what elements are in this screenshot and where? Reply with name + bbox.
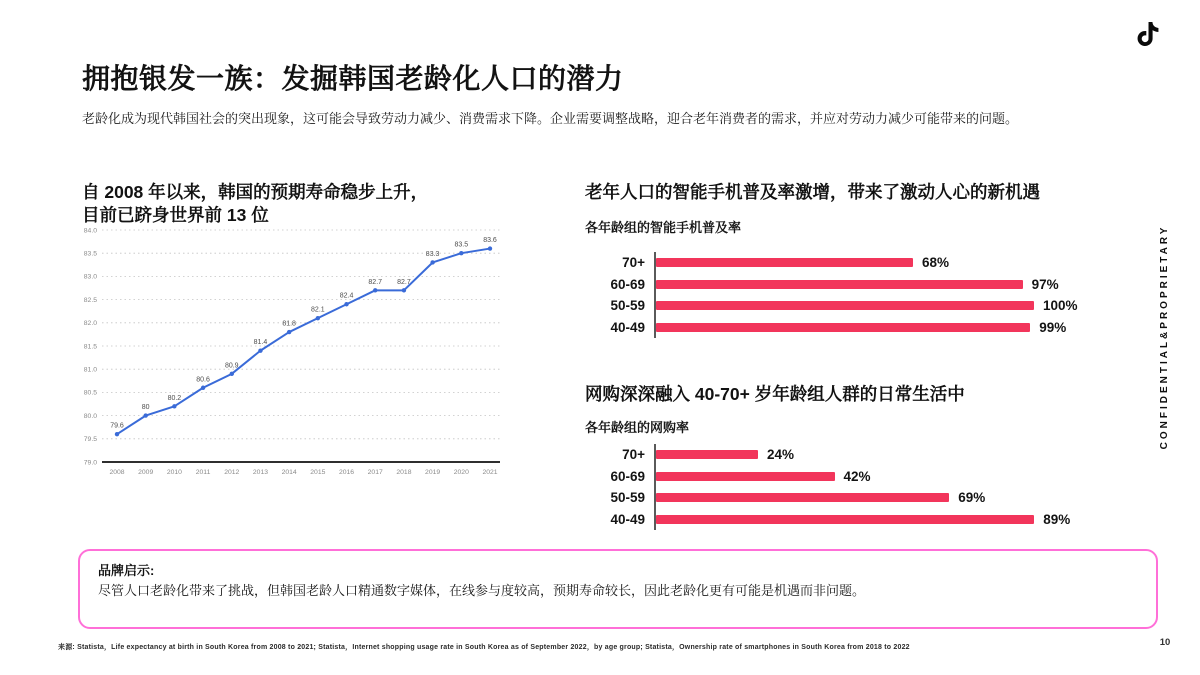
x-tick-label: 2021 (482, 469, 498, 476)
smartphone-penetration-bar-chart (585, 252, 1120, 338)
bar-category-label: 70+ (622, 255, 645, 271)
bar-track (654, 295, 1120, 317)
data-point-label: 82.1 (311, 306, 325, 314)
y-tick-label: 83.5 (83, 250, 97, 258)
x-tick-label: 2008 (109, 469, 125, 476)
bar-track (654, 252, 1120, 274)
y-tick-label: 79.0 (83, 459, 97, 467)
bar (656, 280, 1023, 289)
bar-track (654, 274, 1120, 296)
x-tick-label: 2010 (166, 469, 182, 476)
bar-category-label: 40-49 (610, 511, 645, 527)
bar-row (585, 252, 1120, 274)
tiktok-note-icon (1136, 20, 1160, 48)
bar (656, 472, 835, 481)
page-number: 10 (1159, 637, 1171, 648)
left-chart-title-line2: 目前已跻身世界前 13 位 (82, 204, 269, 225)
callout-body: 尽管人口老龄化带来了挑战，但韩国老龄人口精通数字媒体，在线参与度较高，预期寿命较长，因此老龄化更有可能是机遇而非问题。 (98, 583, 866, 598)
bar-row (585, 295, 1120, 317)
x-tick-label: 2018 (396, 469, 412, 476)
bar-value-label: 69% (958, 490, 986, 506)
data-point-label: 80.9 (224, 362, 239, 370)
data-point-label: 83.6 (483, 237, 497, 245)
data-point (230, 372, 234, 376)
footer-source: 来源: Statista，Life expectancy at birth in South Korea from 2008 to 2021; Statista，Internet shopping usage rate in South Korea as of September 2022，by age group; Statista，Ownership rate of smartphones in South Korea from 2018 to 2022 (58, 644, 910, 651)
bar-value-label: 99% (1039, 319, 1067, 335)
data-point (115, 432, 119, 436)
bar-track (654, 466, 1120, 488)
data-point-label: 80.2 (167, 394, 182, 402)
bar (656, 515, 1034, 524)
bar-row (585, 509, 1120, 531)
data-point-label: 82.7 (368, 278, 383, 286)
data-point (172, 404, 176, 408)
data-point-label: 80 (141, 404, 150, 412)
page-title: 拥抱银发一族：发掘韩国老龄化人口的潜力 (82, 62, 624, 94)
data-point (402, 288, 406, 292)
bar-value-label: 42% (843, 468, 871, 484)
data-point-label: 81.8 (282, 320, 296, 328)
bar-category-label: 40-49 (610, 319, 645, 335)
y-tick-label: 80.0 (83, 412, 97, 420)
bar-track (654, 509, 1120, 531)
x-tick-label: 2009 (138, 469, 154, 476)
bar-row (585, 274, 1120, 296)
page-subtitle: 老龄化成为现代韩国社会的突出现象，这可能会导致劳动力减少、消费需求下降。企业需要调整战略，迎合老年消费者的需求，并应对劳动力减少可能带来的问题。 (82, 111, 1019, 126)
x-tick-label: 2013 (252, 469, 269, 476)
x-tick-label: 2020 (453, 469, 469, 476)
bar (656, 323, 1030, 332)
data-point-label: 82.7 (397, 278, 411, 286)
bar-category-label: 50-59 (610, 298, 645, 314)
bar-category-label: 50-59 (610, 490, 645, 506)
x-tick-label: 2019 (425, 469, 441, 476)
x-tick-label: 2015 (310, 469, 326, 476)
left-chart-title-line1: 自 2008 年以来，韩国的预期寿命稳步上升， (82, 181, 429, 202)
bar-category-label: 60-69 (610, 276, 645, 292)
bar-row (585, 466, 1120, 488)
right-heading-smartphone: 老年人口的智能手机普及率激增，带来了激动人心的新机遇 (585, 181, 1040, 202)
data-point (373, 288, 377, 292)
bar (656, 301, 1034, 310)
data-point (316, 316, 320, 320)
y-tick-label: 84.0 (83, 227, 97, 235)
y-tick-label: 81.0 (83, 366, 97, 374)
bar (656, 450, 758, 459)
data-point-label: 81.4 (253, 339, 268, 347)
data-point-label: 83.3 (425, 250, 440, 258)
bar-row (585, 487, 1120, 509)
x-tick-label: 2016 (338, 469, 355, 476)
data-point-label: 79.6 (110, 422, 124, 430)
bar-value-label: 100% (1043, 298, 1078, 314)
y-tick-label: 79.5 (83, 436, 97, 444)
bar-row (585, 444, 1120, 466)
y-tick-label: 82.0 (83, 320, 97, 328)
life-expectancy-line-chart (80, 222, 508, 480)
x-tick-label: 2014 (281, 469, 297, 476)
data-point (430, 260, 434, 264)
data-point (459, 251, 463, 255)
x-tick-label: 2017 (367, 469, 383, 476)
data-point (258, 348, 262, 352)
bar-value-label: 68% (922, 255, 950, 271)
bar-value-label: 24% (767, 447, 795, 463)
x-tick-label: 2011 (195, 469, 211, 476)
brand-insight-callout (78, 549, 1158, 629)
confidential-label: CONFIDENTIAL&PROPRIETARY (1159, 224, 1170, 450)
smartphone-chart-label: 各年龄组的智能手机普及率 (585, 220, 742, 235)
data-point (344, 302, 348, 306)
right-heading-shopping: 网购深深融入 40-70+ 岁年龄组人群的日常生活中 (585, 383, 965, 404)
shopping-chart-label: 各年龄组的网购率 (585, 420, 690, 435)
data-point-label: 82.4 (339, 292, 354, 300)
online-shopping-bar-chart (585, 444, 1120, 530)
data-point (488, 246, 492, 250)
y-tick-label: 83.0 (83, 273, 97, 281)
bar-category-label: 60-69 (610, 468, 645, 484)
bar-track (654, 444, 1120, 466)
bar-value-label: 89% (1043, 511, 1071, 527)
bar (656, 493, 949, 502)
bar-category-label: 70+ (622, 447, 645, 463)
data-point (201, 386, 205, 390)
y-tick-label: 80.5 (83, 389, 97, 397)
left-chart-title (82, 181, 522, 227)
data-point (287, 330, 291, 334)
bar-track (654, 487, 1120, 509)
callout-title: 品牌启示: (98, 563, 155, 578)
bar-row (585, 317, 1120, 339)
y-tick-label: 81.5 (83, 343, 97, 351)
y-tick-label: 82.5 (83, 296, 97, 304)
bar-value-label: 97% (1031, 276, 1059, 292)
data-point-label: 83.5 (454, 241, 469, 249)
bar (656, 258, 913, 267)
data-point (143, 413, 147, 417)
x-tick-label: 2012 (224, 469, 240, 476)
data-point-label: 80.6 (196, 376, 210, 384)
bar-track (654, 317, 1120, 339)
